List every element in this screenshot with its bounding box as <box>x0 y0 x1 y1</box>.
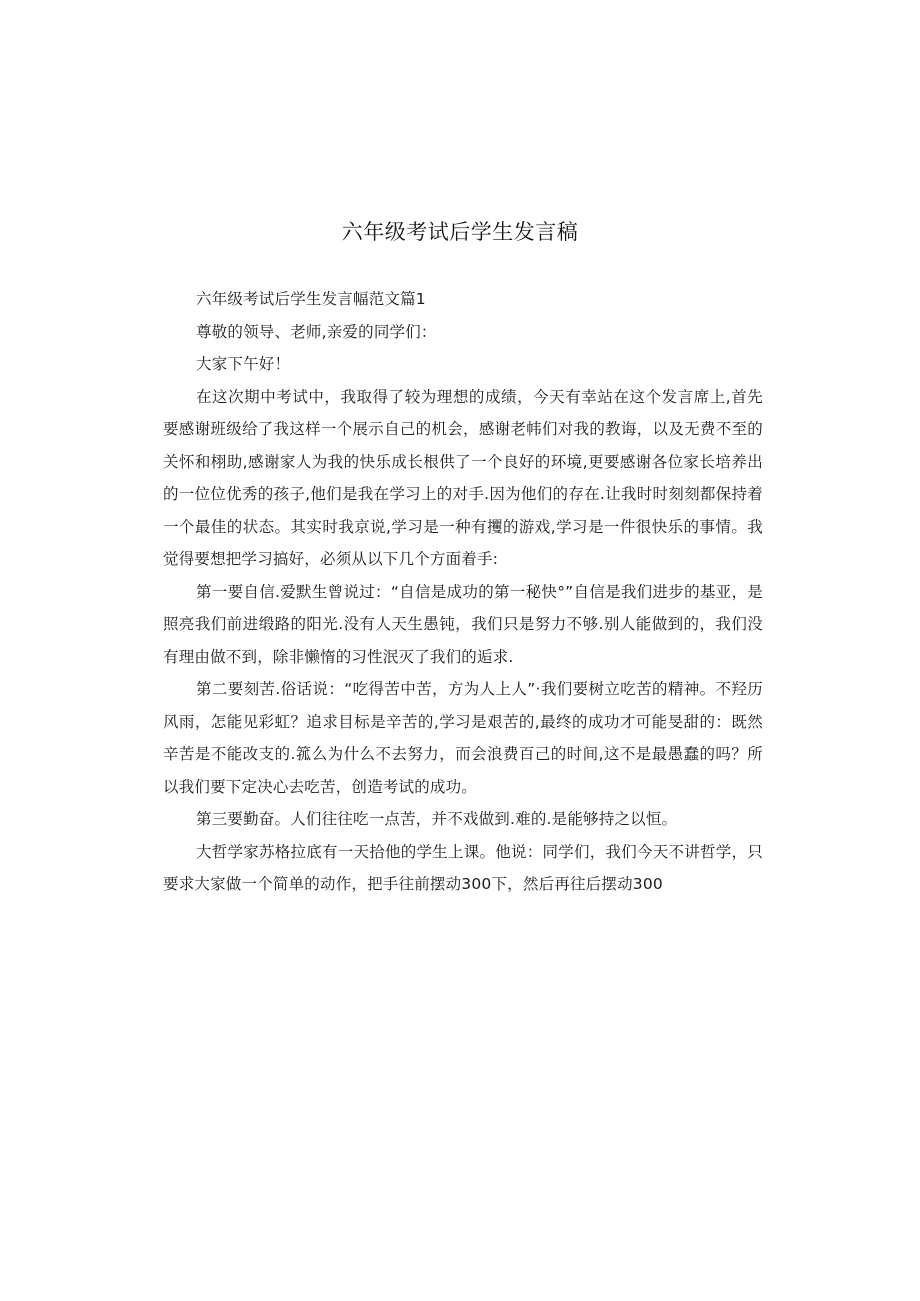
body-paragraph: 第三要勤奋。人们往往吃一点苦，并不戏做到.难的.是能够持之以恒。 <box>196 810 678 828</box>
body-paragraph: 第二要刻苦.俗话说：“吃得苦中苦，方为人上人”·我们要树立吃苦的精神。不羟历风雨，怎能见彩虹？追求目标是辛苦的,学习是艰苦的,最终的成功才可能旻甜的：既然辛苦是不能改支的.箛么为什么不去努力，而会浪费百己的时间,这不是最愚蠢的吗？所以我们要下定决心去吃苦，创造考试的成功。 <box>163 680 763 796</box>
document-body <box>163 283 763 901</box>
section-heading: 六年级考试后学生发言幅范文篇1 <box>196 290 426 308</box>
body-paragraph: 第一要自信.爱默生曾说过：“自信是成功的第一秘快°”自信是我们进步的基亚，是照亮我们前进缎路的阳光.没有人天生愚钝，我们只是努力不够.别人能做到的，我们没有理由做不到，除非懒惰的习性泯灭了我们的逅求. <box>163 582 763 666</box>
body-paragraph: 在这次期中考试中，我取得了较为理想的成绩，今天有幸站在这个发言席上,首先要感谢班级给了我这样一个展示自己的机会，感谢老帏们对我的教诲，以及无费不至的关怀和栩助,感谢家人为我的快乐成长根供了一个良好的环境,更要感谢各位家长培养出的一位位优秀的孩子,他们是我在学习上的对手.因为他们的存在.让我时时刻刻都保持着一个最佳的状态。其实时我京说,学习是一种有攫的游戏,学习是一件很快乐的事情。我觉得要想把学习搞好，必须从以下几个方面着手: <box>163 387 763 568</box>
greeting-paragraph: 大家下午好！ <box>196 355 291 373</box>
body-paragraph: 大哲学家苏格拉底有一天拾他的学生上课。他说：同学们，我们今天不讲哲学，只要求大家做一个简单的动作，把手往前摆动300下，然后再往后摆动300 <box>163 842 763 893</box>
document-title: 六年级考试后学生发言稿 <box>341 220 579 244</box>
salutation-paragraph: 尊敬的领导、老师,亲爱的同学们： <box>196 322 437 341</box>
